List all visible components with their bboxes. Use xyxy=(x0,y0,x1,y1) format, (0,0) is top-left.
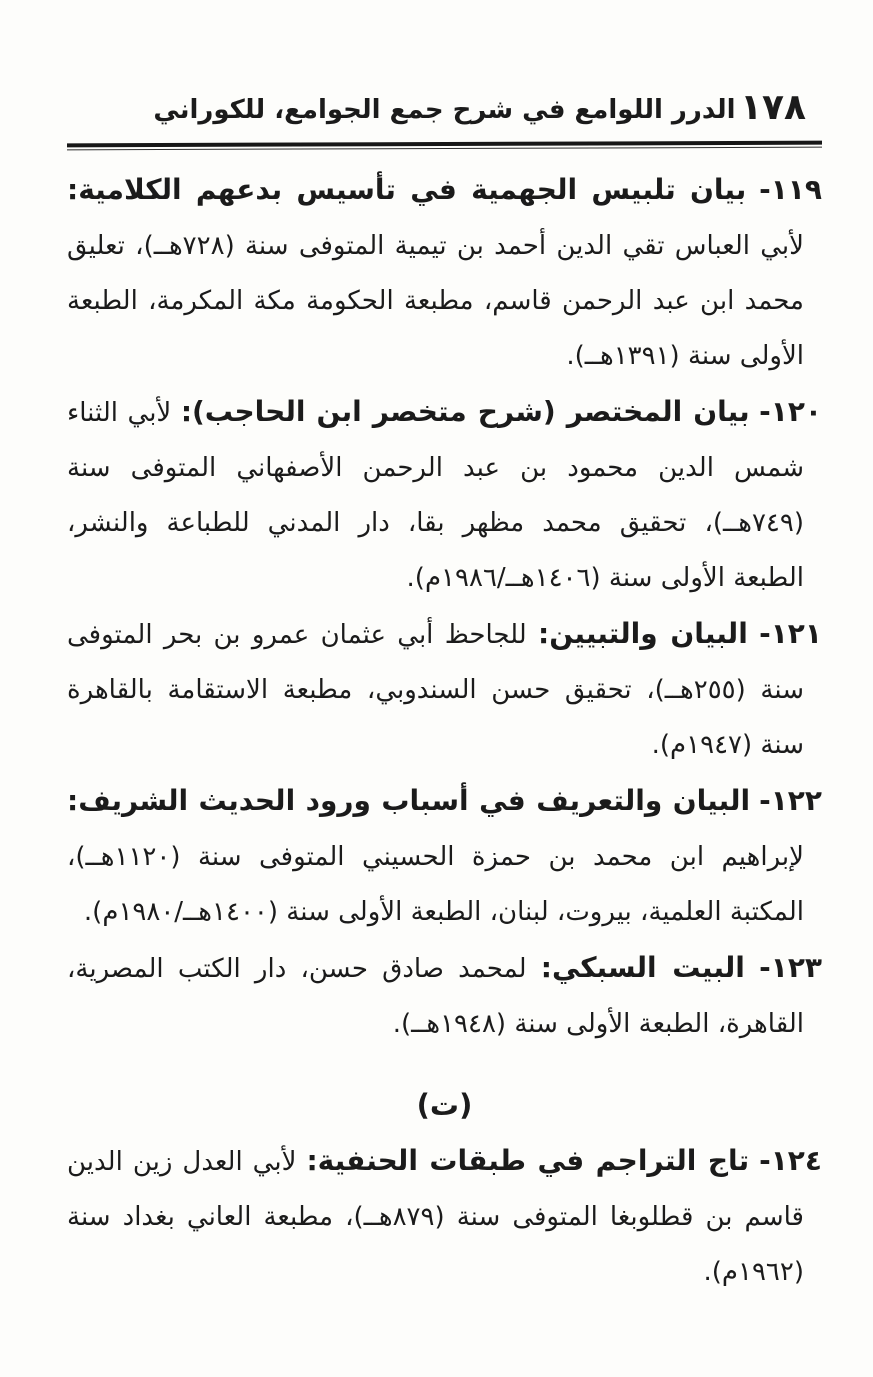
bibliography-entry-123 xyxy=(67,940,822,1052)
bibliography-list xyxy=(67,162,822,1300)
bibliography-entry-120 xyxy=(67,384,822,606)
entry-text: لمحمد صادق حسن، دار الكتب المصرية، القاهرة، الطبعة الأولى سنة (١٩٤٨هــ). xyxy=(67,954,804,1039)
page-header xyxy=(67,86,822,138)
page-number: ١٧٨ xyxy=(740,87,806,128)
bibliography-entry-121 xyxy=(67,606,822,773)
bibliography-entry-122 xyxy=(67,773,822,940)
bibliography-entry-119 xyxy=(67,162,822,384)
header-rule xyxy=(67,141,822,151)
entry-title: تاج التراجم في طبقات الحنفية: xyxy=(306,1144,750,1177)
section-letter-ta: (ت) xyxy=(416,1088,473,1122)
entry-number: ١٢٤- xyxy=(759,1144,822,1177)
entry-title: بيان المختصر (شرح متخصر ابن الحاجب): xyxy=(180,395,750,428)
entry-number: ١٢٢- xyxy=(759,784,822,817)
book-title: الدرر اللوامع في شرح جمع الجوامع، للكوراني xyxy=(153,95,736,125)
entry-text: لإبراهيم ابن محمد بن حمزة الحسيني المتوفى سنة (١١٢٠هــ)، المكتبة العلمية، بيروت، لبنان، الطبعة الأولى سنة (١٤٠٠هــ/١٩٨٠م). xyxy=(67,842,804,927)
page-content xyxy=(67,86,822,1300)
entry-title: بيان تلبيس الجهمية في تأسيس بدعهم الكلامية: xyxy=(67,173,747,206)
entry-text: لأبي العباس تقي الدين أحمد بن تيمية المتوفى سنة (٧٢٨هــ)، تعليق محمد ابن عبد الرحمن قاسم، مطبعة الحكومة مكة المكرمة، الطبعة الأولى سنة (١٣٩١هــ). xyxy=(67,231,804,371)
entry-text: لأبي الثناء شمس الدين محمود بن عبد الرحمن الأصفهاني المتوفى سنة (٧٤٩هــ)، تحقيق محمد مظهر بقا، دار المدني للطباعة والنشر، الطبعة الأولى سنة (١٤٠٦هــ/١٩٨٦م). xyxy=(67,398,804,593)
entry-title: البيان والتعريف في أسباب ورود الحديث الشريف: xyxy=(67,784,751,817)
entry-text: لأبي العدل زين الدين قاسم بن قطلوبغا المتوفى سنة (٨٧٩هــ)، مطبعة العاني بغداد سنة (١٩٦٢م). xyxy=(67,1147,804,1287)
entry-title: البيان والتبيين: xyxy=(538,617,748,650)
bibliography-entry-124 xyxy=(67,1133,822,1300)
entry-text: للجاحظ أبي عثمان عمرو بن بحر المتوفى سنة (٢٥٥هــ)، تحقيق حسن السندوبي، مطبعة الاستقامة بالقاهرة سنة (١٩٤٧م). xyxy=(67,620,804,760)
entry-title: البيت السبكي: xyxy=(540,951,745,984)
entry-number: ١٢١- xyxy=(759,617,822,650)
entry-number: ١٢٣- xyxy=(759,951,823,984)
header-rule-thin-line xyxy=(67,147,822,151)
entry-number: ١٢٠- xyxy=(759,395,823,428)
entry-number: ١١٩- xyxy=(759,173,822,206)
